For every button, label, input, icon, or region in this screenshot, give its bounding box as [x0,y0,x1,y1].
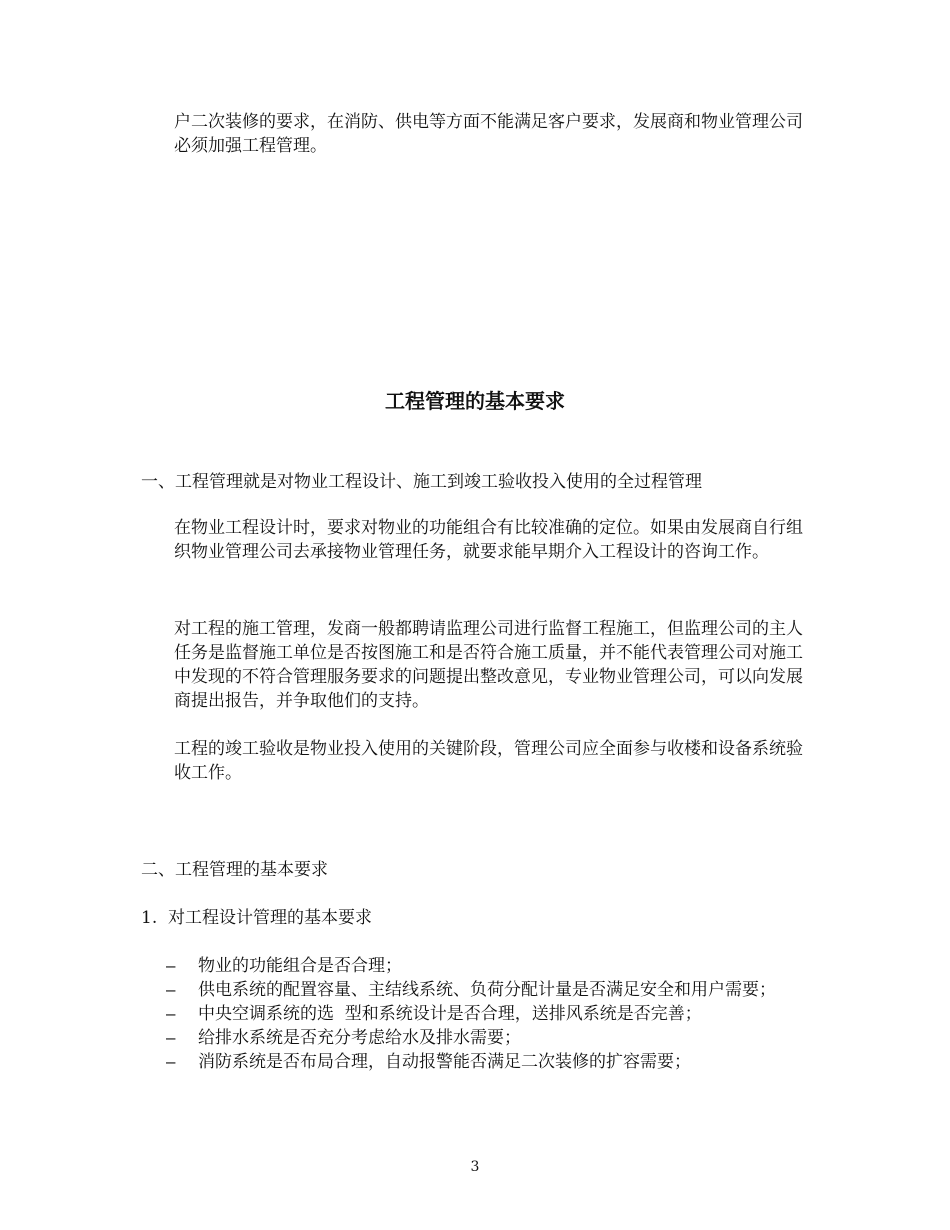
section2-subheading: 1. 对工程设计管理的基本要求 [141,908,373,928]
list-item [166,954,816,978]
list-item [166,978,816,1002]
requirements-list [166,954,816,1074]
list-item [166,1050,816,1074]
section1-paragraph-construction: 对工程的施工管理，发商一般都聘请监理公司进行监督工程施工，但监理公司的主人任务是监督施工单位是否按图施工和是否符合施工质量，并不能代表管理公司对施工中发现的不符合管理服务要求的问题提出整改意见，专业物业管理公司，可以向发展商提出报告，并争取他们的支持。 [174,619,803,711]
list-item-text: 中央空调系统的选 型和系统设计是否合理，送排风系统是否完善； [198,1004,702,1024]
list-item [166,1002,816,1026]
dash-bullet: – [166,1028,176,1047]
list-item-text: 物业的功能组合是否合理； [198,956,402,976]
dash-bullet: – [166,956,176,975]
list-item [166,1026,816,1050]
section1-heading: 一、工程管理就是对物业工程设计、施工到竣工验收投入使用的全过程管理 [141,472,702,492]
list-item-text: 给排水系统是否充分考虑给水及排水需要； [198,1028,521,1048]
dash-bullet: – [166,1052,176,1071]
dash-bullet: – [166,1004,176,1023]
list-item-text: 消防系统是否布局合理，自动报警能否满足二次装修的扩容需要； [198,1052,691,1072]
dash-bullet: – [166,980,176,999]
section1-paragraph-acceptance: 工程的竣工验收是物业投入使用的关键阶段，管理公司应全面参与收楼和设备系统验收工作。 [174,739,803,783]
page-number: 3 [470,1159,480,1175]
section1-paragraph-design: 在物业工程设计时，要求对物业的功能组合有比较准确的定位。如果由发展商自行组织物业管理公司去承接物业管理任务，就要求能早期介入工程设计的咨询工作。 [174,518,803,562]
list-item-text: 供电系统的配置容量、主结线系统、负荷分配计量是否满足安全和用户需要； [198,980,776,1000]
top-continuation-paragraph: 户二次装修的要求，在消防、供电等方面不能满足客户要求，发展商和物业管理公司必须加强工程管理。 [174,112,803,156]
page-title: 工程管理的基本要求 [385,389,565,413]
section2-heading: 二、工程管理的基本要求 [141,860,328,880]
